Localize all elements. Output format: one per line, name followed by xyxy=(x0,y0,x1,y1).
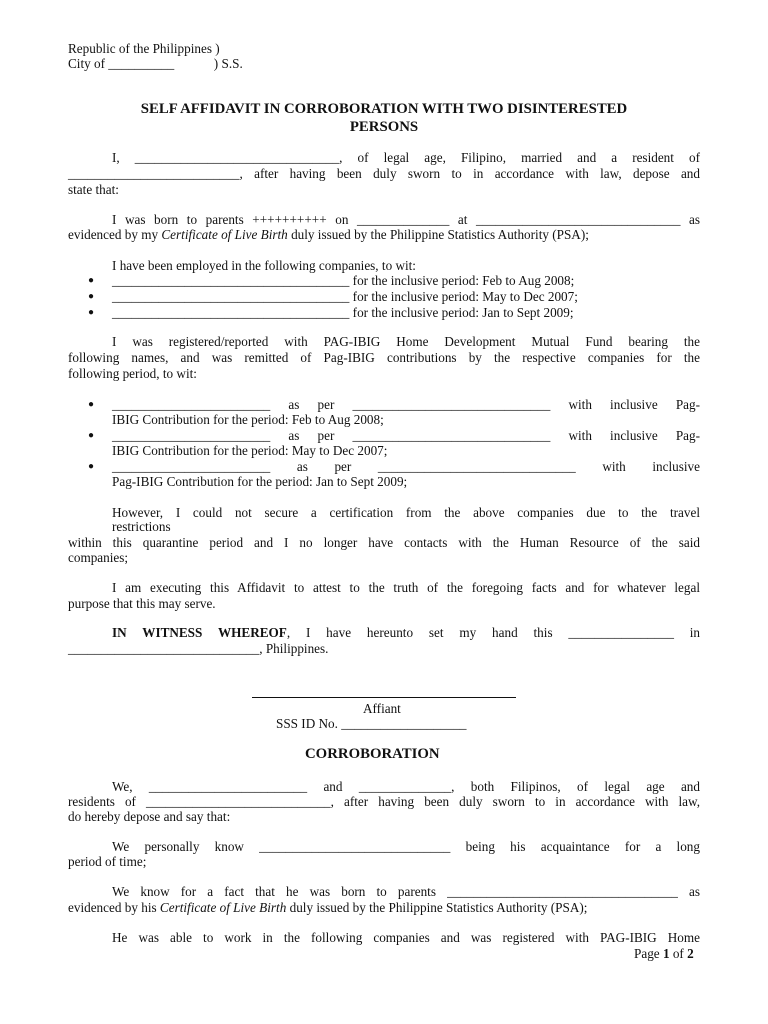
bullet-dot-icon: ● xyxy=(88,291,95,302)
executing-line2: purpose that this may serve. xyxy=(68,596,216,611)
pagibig-item-1-line1: ________________________ as per ______________________________ with inclusive Pag- xyxy=(112,397,700,412)
however-line2: restrictions xyxy=(112,519,171,534)
pagibig-item-2-line1: ________________________ as per ______________________________ with inclusive Pag- xyxy=(112,428,700,443)
corroboration-p2-line1: We personally know _____________________________ being his acquaintance for a long xyxy=(112,839,700,854)
corroboration-heading: CORROBORATION xyxy=(305,746,440,762)
affiant-label: Affiant xyxy=(363,701,401,716)
bullet-dot-icon: ● xyxy=(88,307,95,318)
intro-line3: state that: xyxy=(68,182,119,197)
however-line3: within this quarantine period and I no longer have contacts with the Human Resource of the said xyxy=(68,535,700,550)
corroboration-p3-line1: We know for a fact that he was born to parents ___________________________________ as xyxy=(112,884,700,899)
employment-item-1: ____________________________________ for the inclusive period: Feb to Aug 2008; xyxy=(112,273,575,288)
document-title-line1: SELF AFFIDAVIT IN CORROBORATION WITH TWO DISINTERESTED xyxy=(140,101,628,117)
intro-line2: __________________________, after having been duly sworn to in accordance with law, depose and xyxy=(68,166,700,181)
pagibig-item-2-line2: IBIG Contribution for the period: May to Dec 2007; xyxy=(112,443,388,458)
document-title-line2: PERSONS xyxy=(349,119,419,135)
pagibig-line2: following names, and was remitted of Pag-IBIG contributions by the respective companies for the xyxy=(68,350,700,365)
birth-line1: I was born to parents ++++++++++ on ______________ at _______________________________ as xyxy=(112,212,700,227)
bullet-dot-icon: ● xyxy=(88,430,95,441)
pagibig-item-3-line1: ________________________ as per ______________________________ with inclusive xyxy=(112,459,700,474)
employment-lead: I have been employed in the following companies, to wit: xyxy=(112,258,416,273)
witness-line1: IN WITNESS WHEREOF, I have hereunto set my hand this ________________ in xyxy=(112,625,700,640)
birth-line2: evidenced by my Certificate of Live Birth duly issued by the Philippine Statistics Authority (PSA); xyxy=(68,227,589,242)
bullet-dot-icon: ● xyxy=(88,399,95,410)
employment-item-2: ____________________________________ for the inclusive period: May to Dec 2007; xyxy=(112,289,578,304)
pagibig-item-1-line2: IBIG Contribution for the period: Feb to Aug 2008; xyxy=(112,412,384,427)
page-number: Page 1 of 2 xyxy=(634,946,694,961)
header-city: City of __________ ) S.S. xyxy=(68,56,243,71)
sss-id-line: SSS ID No. ___________________ xyxy=(276,716,467,731)
affiant-signature-line xyxy=(252,697,516,698)
bullet-dot-icon: ● xyxy=(88,461,95,472)
corroboration-p1-line2: residents of ____________________________, after having been duly sworn to in accordance with law, xyxy=(68,794,700,809)
pagibig-item-3-line2: Pag-IBIG Contribution for the period: Jan to Sept 2009; xyxy=(112,474,408,489)
however-line4: companies; xyxy=(68,550,129,565)
corroboration-p1-line1: We, ________________________ and ______________, both Filipinos, of legal age and xyxy=(112,779,700,794)
employment-item-3: ____________________________________ for the inclusive period: Jan to Sept 2009; xyxy=(112,305,574,320)
corroboration-p4-line1: He was able to work in the following companies and was registered with PAG-IBIG Home xyxy=(112,930,700,945)
header-republic: Republic of the Philippines ) xyxy=(68,41,220,56)
pagibig-line3: following period, to wit: xyxy=(68,366,197,381)
pagibig-line1: I was registered/reported with PAG-IBIG Home Development Mutual Fund bearing the xyxy=(112,334,700,349)
however-line1: However, I could not secure a certification from the above companies due to the travel xyxy=(112,505,700,520)
corroboration-p1-line3: do hereby depose and say that: xyxy=(68,809,231,824)
witness-line2: _____________________________, Philippines. xyxy=(68,641,329,656)
corroboration-p2-line2: period of time; xyxy=(68,854,147,869)
executing-line1: I am executing this Affidavit to attest to the truth of the foregoing facts and for whatever legal xyxy=(112,580,700,595)
corroboration-p3-line2: evidenced by his Certificate of Live Birth duly issued by the Philippine Statistics Authority (PSA); xyxy=(68,900,588,915)
bullet-dot-icon: ● xyxy=(88,275,95,286)
intro-line1: I, _______________________________, of legal age, Filipino, married and a resident of xyxy=(112,150,700,165)
